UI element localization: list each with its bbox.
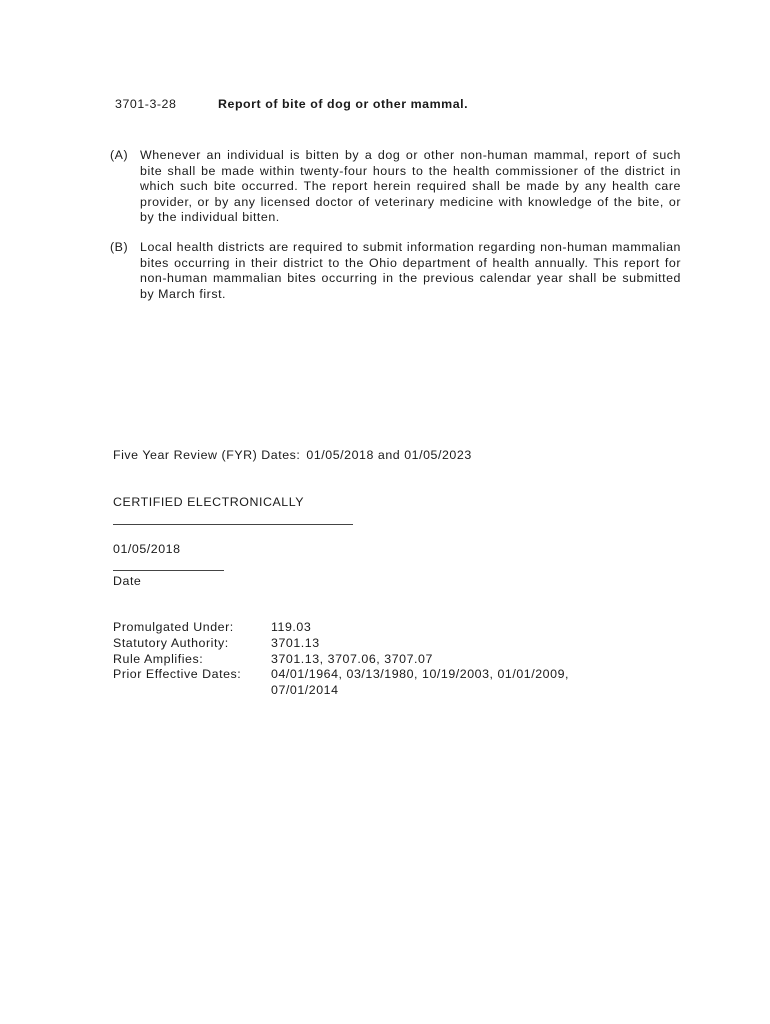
metadata-label: Rule Amplifies: xyxy=(113,651,204,666)
date-label: Date xyxy=(113,574,142,588)
review-dates: 01/05/2018 and 01/05/2023 xyxy=(306,448,472,462)
metadata-row xyxy=(113,652,673,668)
paragraph-text: Whenever an individual is bitten by a dog or other non-human mammal, report of such bite shall be made within twenty-four hours to the health commissioner of the district in which such bite occurred. The report herein required shall be made by any health care provider, or by any licensed doctor of veterinary medicine with knowledge of the bite, or by the individual bitten. xyxy=(140,148,681,225)
paragraph-text: Local health districts are required to submit information regarding non-human mammalian bites occurring in their district to the Ohio department of health annually. This report for non-human mammalian bites occurring in the previous calendar year shall be submitted by March first. xyxy=(140,240,681,301)
metadata-value: 3701.13, 3707.06, 3707.07 xyxy=(271,651,433,666)
metadata-value: 119.03 xyxy=(271,620,312,634)
rule-metadata xyxy=(113,620,673,699)
metadata-value: 04/01/1964, 03/13/1980, 10/19/2003, 01/01/2009, 07/01/2014 xyxy=(271,667,570,698)
metadata-label: Promulgated Under: xyxy=(113,620,234,634)
paragraph-a xyxy=(110,148,681,226)
metadata-row xyxy=(113,620,673,636)
review-label: Five Year Review (FYR) Dates: xyxy=(113,448,301,462)
metadata-value: 3701.13 xyxy=(271,635,320,650)
rule-title: Report of bite of dog or other mammal. xyxy=(218,97,469,111)
five-year-review xyxy=(113,448,472,462)
date-line xyxy=(113,570,224,571)
certification-date: 01/05/2018 xyxy=(113,542,181,556)
paragraph-marker: (B) xyxy=(110,240,129,254)
metadata-label: Prior Effective Dates: xyxy=(113,667,242,682)
rule-header xyxy=(115,97,675,115)
metadata-row xyxy=(113,667,673,699)
signature-line xyxy=(113,524,353,525)
metadata-label: Statutory Authority: xyxy=(113,635,229,650)
rule-number: 3701-3-28 xyxy=(115,97,177,111)
paragraph-b xyxy=(110,240,681,302)
metadata-row xyxy=(113,636,673,652)
paragraph-marker: (A) xyxy=(110,148,129,162)
certification-status: CERTIFIED ELECTRONICALLY xyxy=(113,495,305,509)
